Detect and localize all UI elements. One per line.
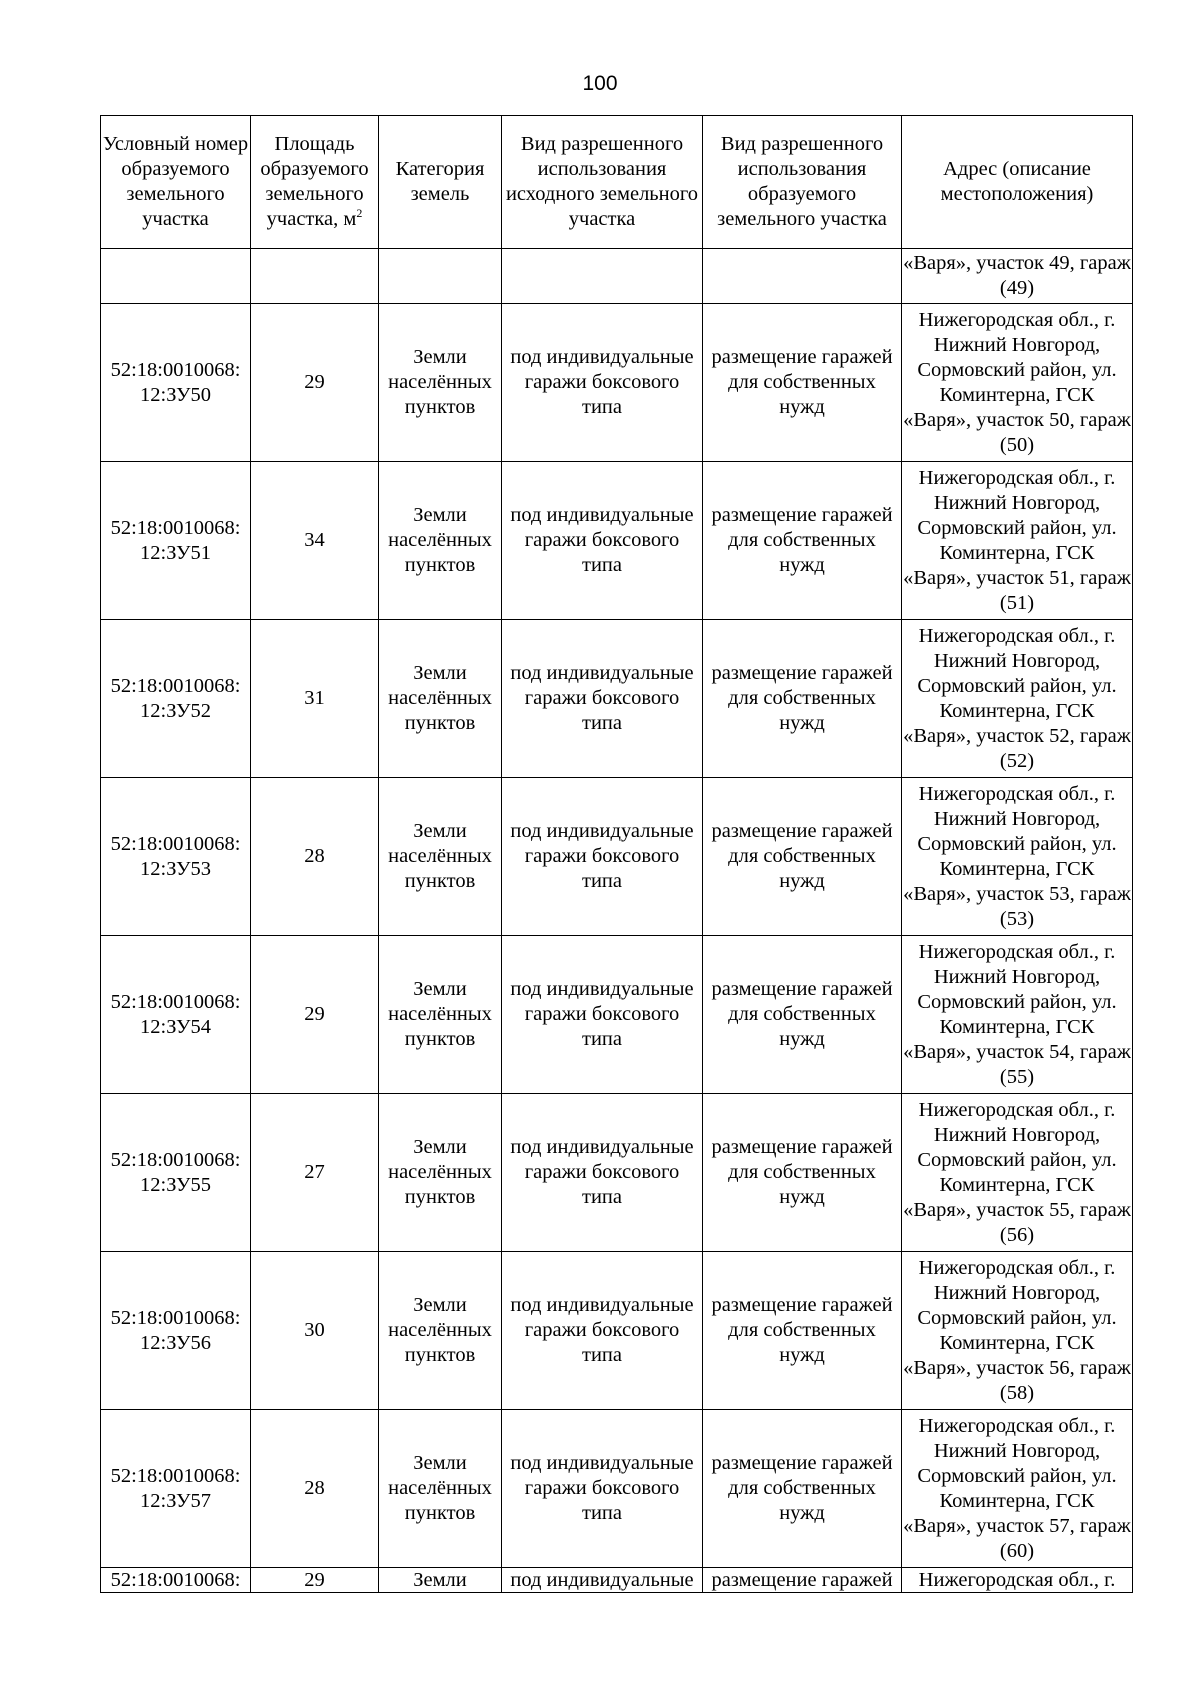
cell-plot-number: 52:18:0010068: 12:ЗУ51 bbox=[101, 462, 251, 620]
cell-address: Нижегородская обл., г. Нижний Новгород, Сормовский район, ул. Коминтерна, ГСК «Варя», участок 55, гараж (56) bbox=[902, 1094, 1133, 1252]
table-row bbox=[101, 304, 1133, 462]
cell-source-permitted-use: под индивидуальные гаражи боксового типа bbox=[502, 1410, 703, 1568]
table-row bbox=[101, 620, 1133, 778]
cell-area: 29 bbox=[251, 304, 379, 462]
table-row bbox=[101, 1252, 1133, 1410]
cell-land-category: Земли населённых пунктов bbox=[379, 936, 502, 1094]
cell-new-permitted-use: размещение гаражей для собственных нужд bbox=[703, 1094, 902, 1252]
table-row bbox=[101, 462, 1133, 620]
cell-source-permitted-use bbox=[502, 249, 703, 304]
cell-source-permitted-use: под индивидуальные гаражи боксового типа bbox=[502, 1094, 703, 1252]
header-address: Адрес (описание местоположения) bbox=[902, 116, 1133, 249]
cell-new-permitted-use: размещение гаражей для собственных нужд bbox=[703, 462, 902, 620]
cell-address: Нижегородская обл., г. bbox=[902, 1568, 1133, 1593]
cell-address: «Варя», участок 49, гараж (49) bbox=[902, 249, 1133, 304]
cell-new-permitted-use: размещение гаражей для собственных нужд bbox=[703, 620, 902, 778]
cell-land-category: Земли населённых пунктов bbox=[379, 778, 502, 936]
cell-area: 34 bbox=[251, 462, 379, 620]
cell-land-category: Земли населённых пунктов bbox=[379, 462, 502, 620]
land-plots-table bbox=[100, 115, 1133, 1593]
table-row bbox=[101, 1094, 1133, 1252]
cell-new-permitted-use: размещение гаражей для собственных нужд bbox=[703, 304, 902, 462]
cell-plot-number: 52:18:0010068: 12:ЗУ53 bbox=[101, 778, 251, 936]
cell-address: Нижегородская обл., г. Нижний Новгород, Сормовский район, ул. Коминтерна, ГСК «Варя», участок 51, гараж (51) bbox=[902, 462, 1133, 620]
header-new-permitted-use: Вид разрешенного использования образуемого земельного участка bbox=[703, 116, 902, 249]
header-area-label: Площадь образуемого земельного участка, м bbox=[260, 133, 369, 230]
cell-land-category: Земли населённых пунктов bbox=[379, 1252, 502, 1410]
cell-land-category: Земли населённых пунктов bbox=[379, 1410, 502, 1568]
header-plot-number: Условный номер образуемого земельного участка bbox=[101, 116, 251, 249]
page-number: 100 bbox=[582, 72, 618, 95]
cell-land-category: Земли населённых пунктов bbox=[379, 304, 502, 462]
cell-address: Нижегородская обл., г. Нижний Новгород, Сормовский район, ул. Коминтерна, ГСК «Варя», участок 56, гараж (58) bbox=[902, 1252, 1133, 1410]
header-source-permitted-use: Вид разрешенного использования исходного земельного участка bbox=[502, 116, 703, 249]
cell-land-category: Земли bbox=[379, 1568, 502, 1593]
cell-area bbox=[251, 249, 379, 304]
cell-new-permitted-use: размещение гаражей для собственных нужд bbox=[703, 778, 902, 936]
cell-plot-number: 52:18:0010068: 12:ЗУ50 bbox=[101, 304, 251, 462]
cell-plot-number bbox=[101, 249, 251, 304]
cell-plot-number: 52:18:0010068: 12:ЗУ57 bbox=[101, 1410, 251, 1568]
cell-new-permitted-use: размещение гаражей для собственных нужд bbox=[703, 1410, 902, 1568]
cell-area: 28 bbox=[251, 778, 379, 936]
cell-new-permitted-use: размещение гаражей bbox=[703, 1568, 902, 1593]
cell-land-category: Земли населённых пунктов bbox=[379, 620, 502, 778]
table-row bbox=[101, 1410, 1133, 1568]
table-row-truncated bbox=[101, 1568, 1133, 1593]
header-area-superscript: 2 bbox=[356, 206, 363, 221]
cell-plot-number: 52:18:0010068: bbox=[101, 1568, 251, 1593]
cell-source-permitted-use: под индивидуальные гаражи боксового типа bbox=[502, 936, 703, 1094]
cell-new-permitted-use: размещение гаражей для собственных нужд bbox=[703, 936, 902, 1094]
table-header bbox=[101, 116, 1133, 249]
table-body bbox=[101, 249, 1133, 1593]
table-row bbox=[101, 936, 1133, 1094]
cell-area: 28 bbox=[251, 1410, 379, 1568]
cell-plot-number: 52:18:0010068: 12:ЗУ56 bbox=[101, 1252, 251, 1410]
header-row bbox=[101, 116, 1133, 249]
table-row bbox=[101, 778, 1133, 936]
cell-address: Нижегородская обл., г. Нижний Новгород, Сормовский район, ул. Коминтерна, ГСК «Варя», участок 57, гараж (60) bbox=[902, 1410, 1133, 1568]
cell-area: 30 bbox=[251, 1252, 379, 1410]
cell-area: 29 bbox=[251, 1568, 379, 1593]
cell-source-permitted-use: под индивидуальные гаражи боксового типа bbox=[502, 620, 703, 778]
header-area bbox=[251, 116, 379, 249]
cell-source-permitted-use: под индивидуальные гаражи боксового типа bbox=[502, 1252, 703, 1410]
cell-source-permitted-use: под индивидуальные гаражи боксового типа bbox=[502, 304, 703, 462]
cell-source-permitted-use: под индивидуальные гаражи боксового типа bbox=[502, 462, 703, 620]
cell-new-permitted-use: размещение гаражей для собственных нужд bbox=[703, 1252, 902, 1410]
cell-source-permitted-use: под индивидуальные гаражи боксового типа bbox=[502, 778, 703, 936]
cell-new-permitted-use bbox=[703, 249, 902, 304]
cell-area: 29 bbox=[251, 936, 379, 1094]
cell-area: 31 bbox=[251, 620, 379, 778]
header-land-category: Категория земель bbox=[379, 116, 502, 249]
cell-plot-number: 52:18:0010068: 12:ЗУ54 bbox=[101, 936, 251, 1094]
cell-address: Нижегородская обл., г. Нижний Новгород, Сормовский район, ул. Коминтерна, ГСК «Варя», участок 54, гараж (55) bbox=[902, 936, 1133, 1094]
cell-address: Нижегородская обл., г. Нижний Новгород, Сормовский район, ул. Коминтерна, ГСК «Варя», участок 50, гараж (50) bbox=[902, 304, 1133, 462]
table-row-continuation bbox=[101, 249, 1133, 304]
cell-source-permitted-use: под индивидуальные bbox=[502, 1568, 703, 1593]
cell-plot-number: 52:18:0010068: 12:ЗУ52 bbox=[101, 620, 251, 778]
cell-address: Нижегородская обл., г. Нижний Новгород, Сормовский район, ул. Коминтерна, ГСК «Варя», участок 53, гараж (53) bbox=[902, 778, 1133, 936]
cell-area: 27 bbox=[251, 1094, 379, 1252]
cell-address: Нижегородская обл., г. Нижний Новгород, Сормовский район, ул. Коминтерна, ГСК «Варя», участок 52, гараж (52) bbox=[902, 620, 1133, 778]
cell-land-category bbox=[379, 249, 502, 304]
cell-land-category: Земли населённых пунктов bbox=[379, 1094, 502, 1252]
cell-plot-number: 52:18:0010068: 12:ЗУ55 bbox=[101, 1094, 251, 1252]
